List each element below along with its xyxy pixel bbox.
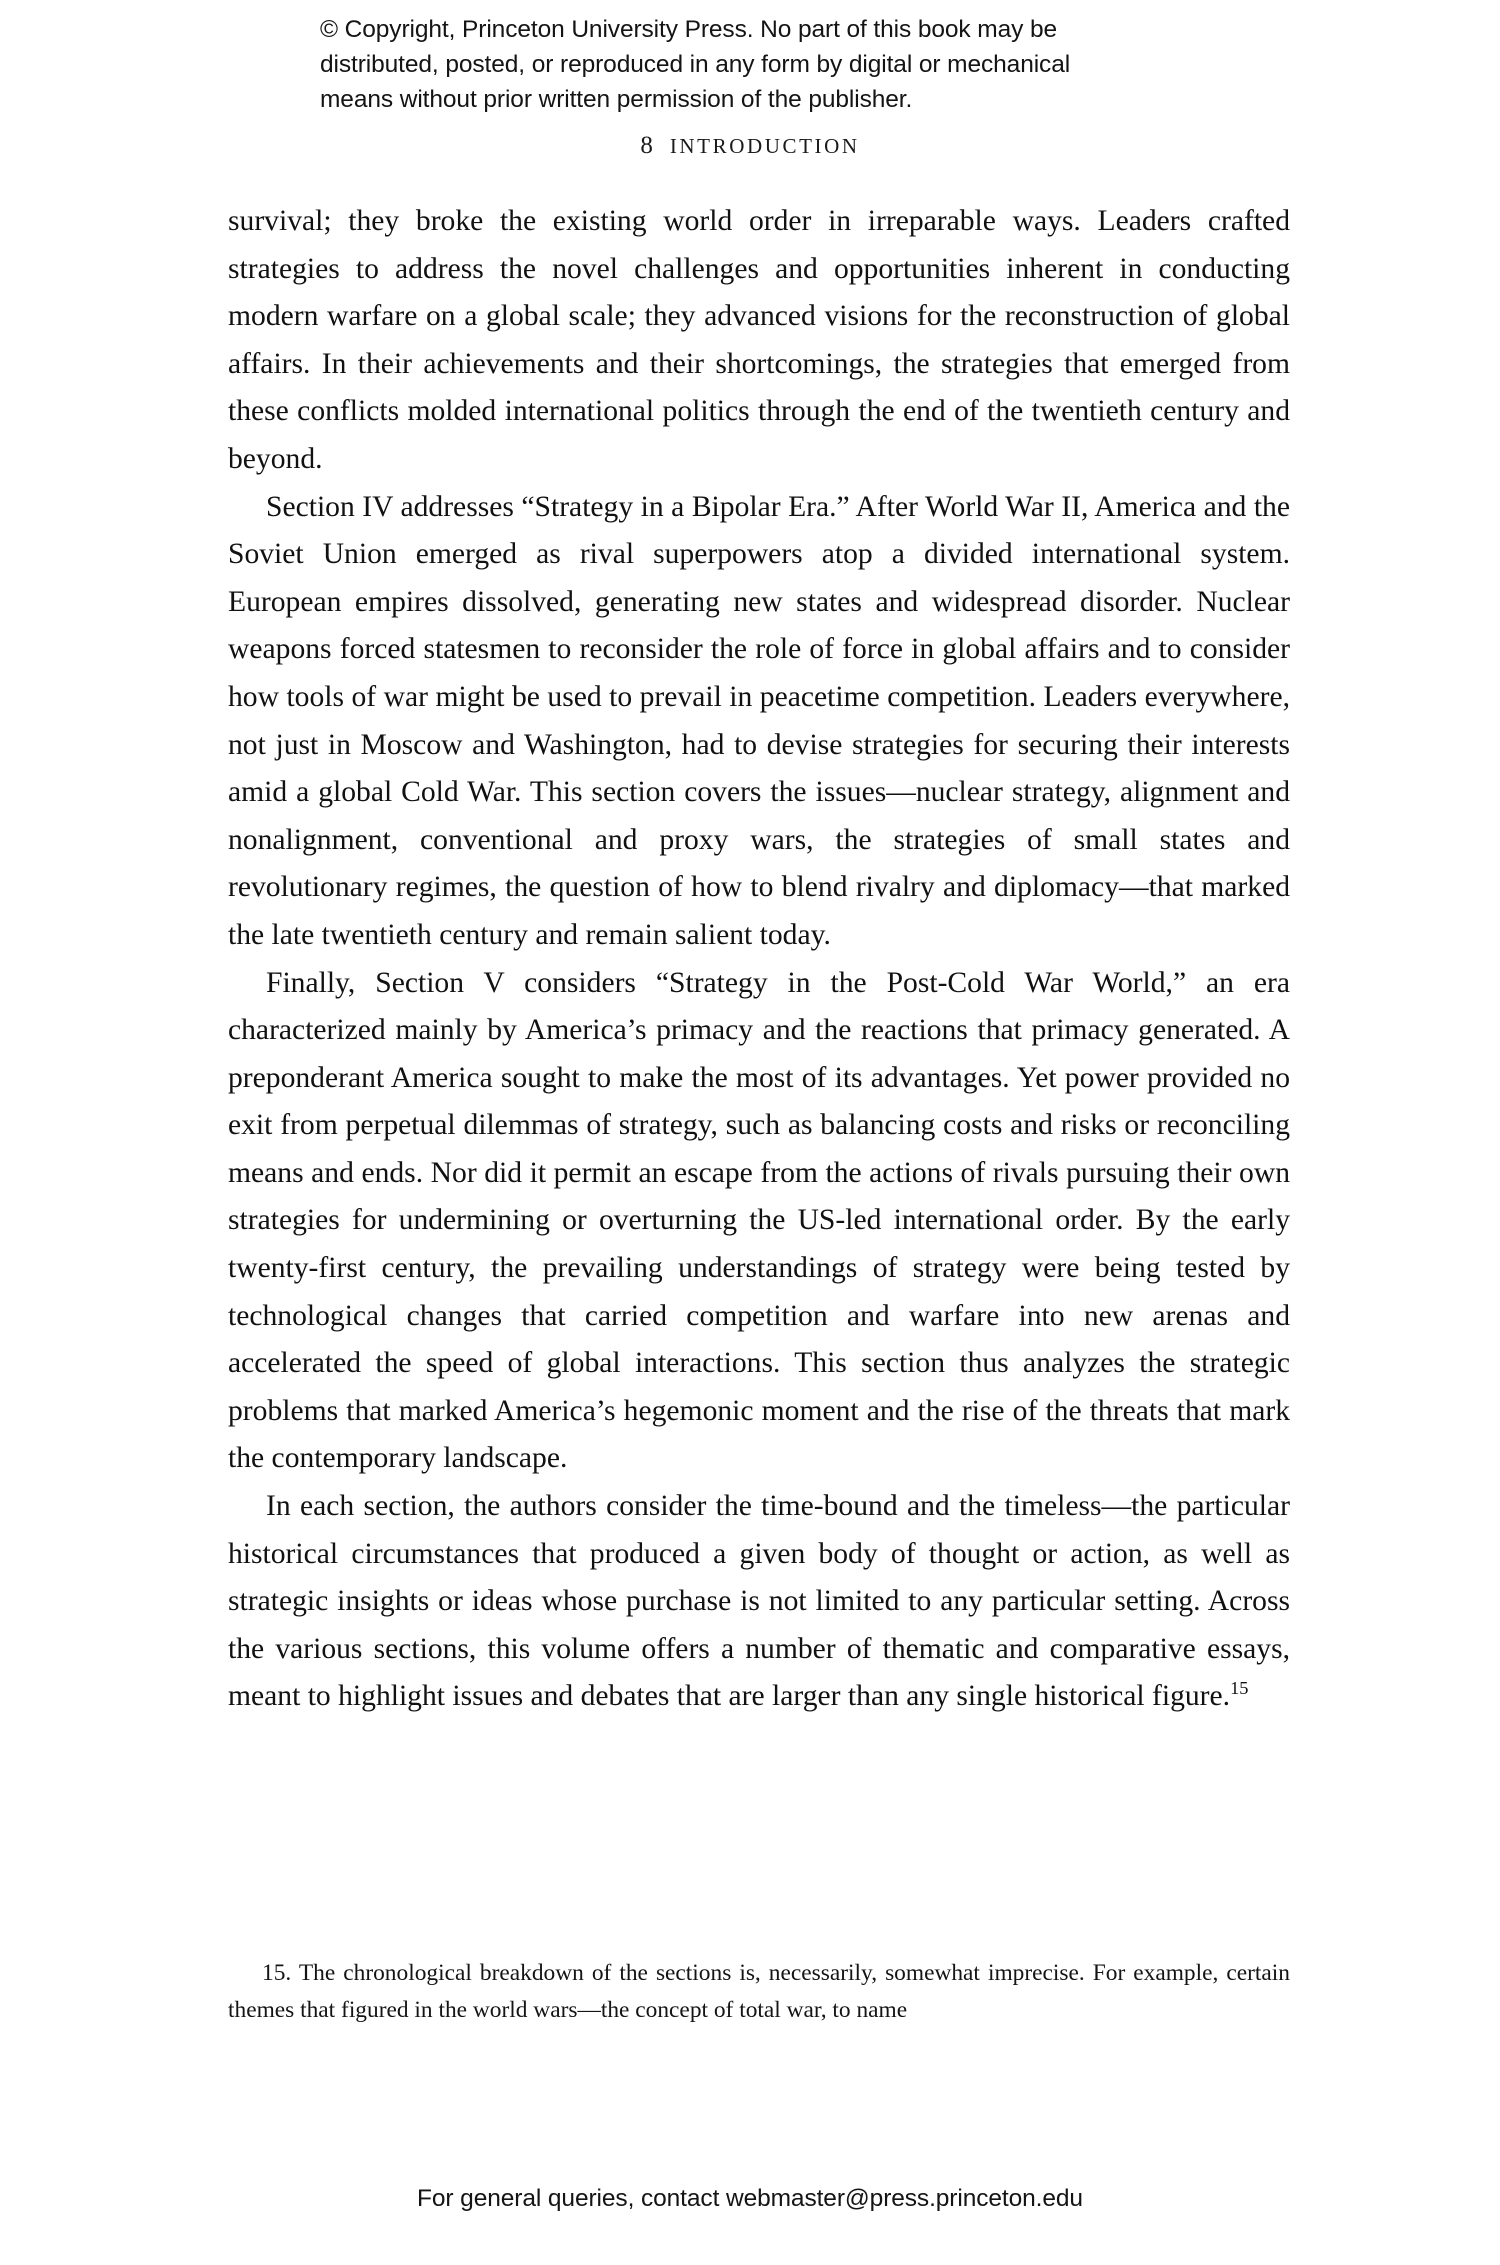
paragraph-each-section <box>228 1483 1290 1721</box>
paragraph-section-iv: Section IV addresses “Strategy in a Bipolar Era.” After World War II, America and the Soviet Union emerged as rival superpowers atop a divided international system. European empires dissolved, generating new states and widespread disorder. Nuclear weapons forced statesmen to reconsider the role of force in global affairs and to consider how tools of war might be used to prevail in peacetime competition. Leaders everywhere, not just in Moscow and Washington, had to devise strategies for securing their interests amid a global Cold War. This section covers the issues—nuclear strategy, alignment and nonalignment, conventional and proxy wars, the strategies of small states and revolutionary regimes, the question of how to blend rivalry and diplomacy—that marked the late twentieth century and remain salient today. <box>228 490 1290 951</box>
paragraph-section-v: Finally, Section V considers “Strategy in the Post-Cold War World,” an era characterized mainly by America’s primacy and the reactions that primacy generated. A preponderant America sought to make the most of its advantages. Yet power provided no exit from perpetual dilemmas of strategy, such as balancing costs and risks or reconciling means and ends. Nor did it permit an escape from the actions of rivals pursuing their own strategies for undermining or overturning the US-led international order. By the early twenty-first century, the prevailing understandings of strategy were being tested by technological changes that carried competition and warfare into new arenas and accelerated the speed of global interactions. This section thus analyzes the strategic problems that marked America’s hegemonic moment and the rise of the threats that mark the contemporary landscape. <box>228 966 1290 1475</box>
copyright-notice-line-1: © Copyright, Princeton University Press. No part of this book may be <box>320 16 1058 43</box>
footnote-15: 15. The chronological breakdown of the sections is, necessarily, somewhat imprecise. For example, certain themes that figured in the world wars—the concept of total war, to name <box>228 1960 1290 2023</box>
running-head <box>0 132 1500 160</box>
footnote-reference-15[interactable]: 15 <box>1230 1678 1249 1699</box>
paragraph-continuation: survival; they broke the existing world order in irreparable ways. Leaders crafted strategies to address the novel challenges and opportunities inherent in conducting modern warfare on a global scale; they advanced visions for the reconstruction of global affairs. In their achievements and their shortcomings, the strategies that emerged from these conflicts molded international politics through the end of the twentieth century and beyond. <box>228 205 1290 475</box>
copyright-notice-line-3: means without prior written permission of the publisher. <box>320 86 913 113</box>
paragraph-each-section-text: In each section, the authors consider the time-bound and the timeless—the particular historical circumstances that produced a given body of thought or action, as well as strategic insights or ideas whose purchase is not limited to any particular setting. Across the various sections, this volume offers a number of thematic and comparative essays, meant to highlight issues and debates that are larger than any single historical figure. <box>228 1490 1290 1713</box>
footnote-block <box>228 1955 1290 2029</box>
body-text-block <box>228 198 1290 1721</box>
copyright-notice-line-2: distributed, posted, or reproduced in any form by digital or mechanical <box>320 51 1071 78</box>
page-footer <box>0 2185 1500 2213</box>
copyright-notice <box>320 12 1180 117</box>
page-footer-text: For general queries, contact webmaster@press.princeton.edu <box>417 2185 1083 2212</box>
page-number: 8 <box>640 132 653 159</box>
running-head-title: INTRODUCTION <box>669 134 860 158</box>
